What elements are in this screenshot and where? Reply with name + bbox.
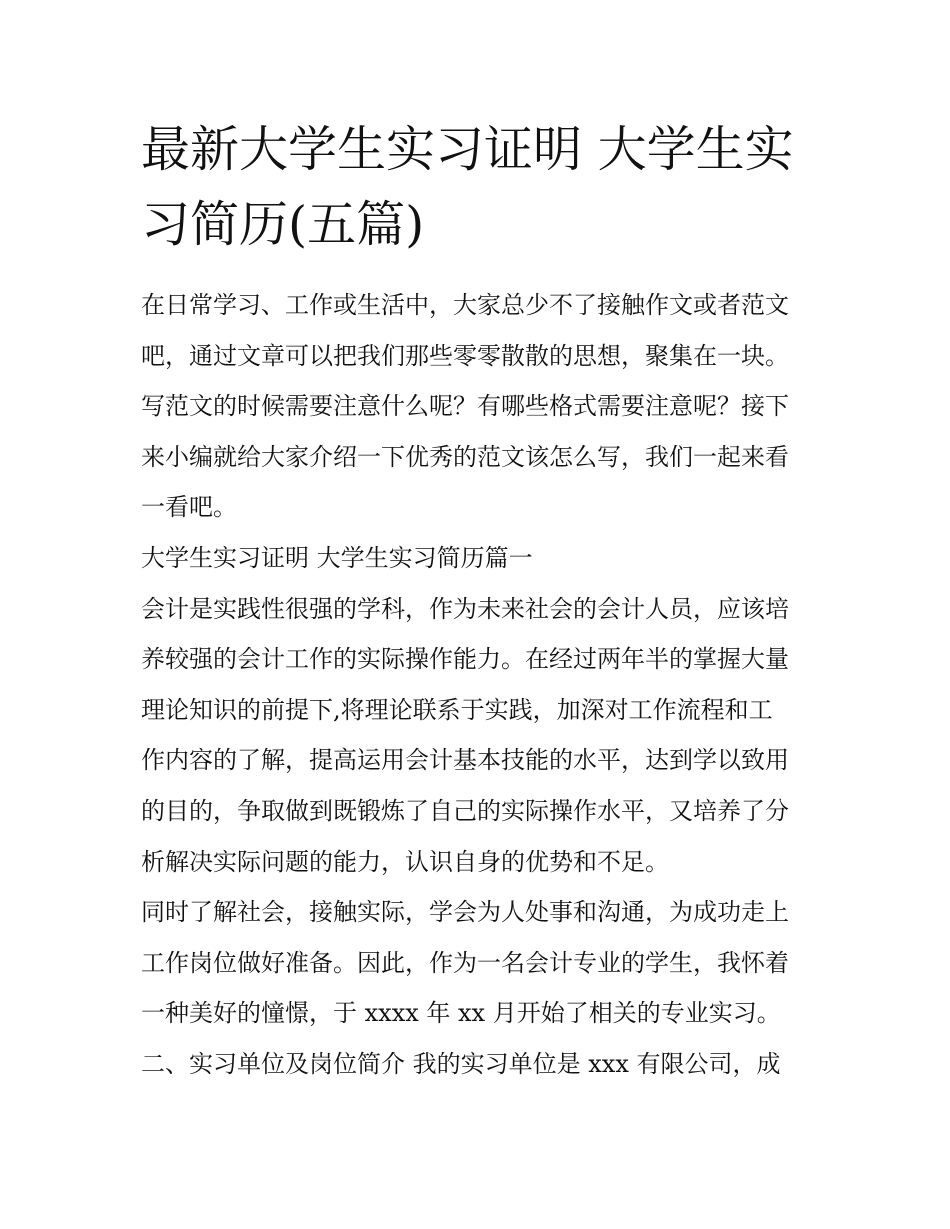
text-line: 来小编就给大家介绍一下优秀的范文该怎么写，我们一起来看 <box>141 442 789 471</box>
text-line: 的目的，争取做到既锻炼了自己的实际操作水平，又培养了分 <box>141 796 789 825</box>
text-line: 析解决实际问题的能力，认识自身的优势和不足。 <box>141 847 669 876</box>
text-line: 大学生实习证明 大学生实习简历篇一 <box>141 543 533 572</box>
text-line: 工作岗位做好准备。因此，作为一名会计专业的学生，我怀着 <box>141 948 789 977</box>
text-line: 养较强的会计工作的实际操作能力。在经过两年半的掌握大量 <box>141 645 789 674</box>
title-line: 最新大学生实习证明 大学生实 <box>141 121 794 178</box>
title-line: 习简历(五篇) <box>141 196 425 253</box>
intro-paragraph <box>141 280 831 533</box>
text-line: 一种美好的憧憬，于 xxxx 年 xx 月开始了相关的专业实习。 <box>141 999 781 1028</box>
text-line: 会计是实践性很强的学科，作为未来社会的会计人员，应该培 <box>141 594 789 623</box>
body-paragraph <box>141 584 831 888</box>
document-body <box>141 280 831 1090</box>
body-paragraph <box>141 1039 831 1090</box>
text-line: 二、实习单位及岗位简介 我的实习单位是 xxx 有限公司，成 <box>141 1049 781 1078</box>
text-line: 理论知识的前提下,将理论联系于实践，加深对工作流程和工 <box>141 695 773 724</box>
text-line: 同时了解社会，接触实际，学会为人处事和沟通，为成功走上 <box>141 898 789 927</box>
text-line: 一看吧。 <box>141 493 237 522</box>
text-line: 作内容的了解，提高运用会计基本技能的水平，达到学以致用 <box>141 746 789 775</box>
document-title <box>141 112 831 262</box>
body-paragraph <box>141 887 831 1039</box>
text-line: 写范文的时候需要注意什么呢？有哪些格式需要注意呢？接下 <box>141 392 789 421</box>
text-line: 在日常学习、工作或生活中，大家总少不了接触作文或者范文 <box>141 291 789 319</box>
text-line: 吧，通过文章可以把我们那些零零散散的思想，聚集在一块。 <box>141 341 789 370</box>
section-heading <box>141 533 831 584</box>
